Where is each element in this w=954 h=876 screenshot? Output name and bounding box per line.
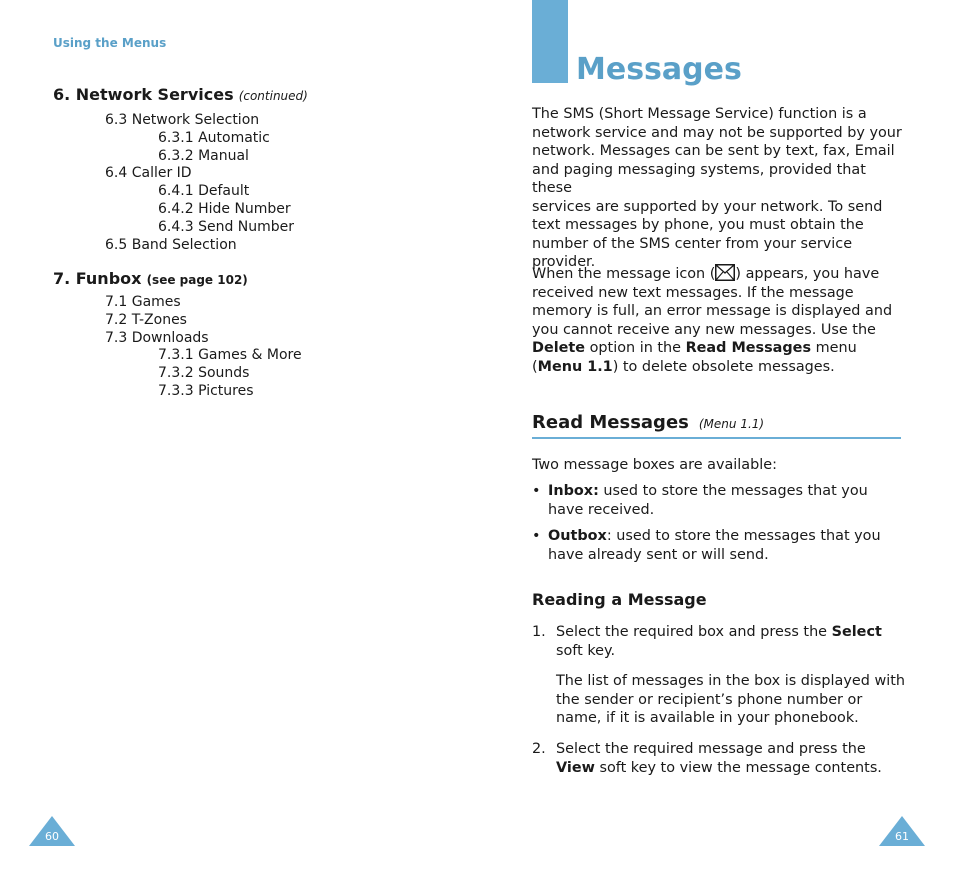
text-line: provider. <box>532 254 596 270</box>
inbox-term: Inbox: <box>548 483 599 499</box>
list-item: 6.4 Caller ID <box>105 165 192 182</box>
text-line: network. Messages can be sent by text, fax, Email <box>532 143 895 159</box>
list-item: 7.1 Games <box>105 294 181 310</box>
section-7-title: 7. Funbox <box>53 269 142 288</box>
bullet-dot: • <box>532 483 541 499</box>
message-icon-paragraph <box>532 264 904 376</box>
menu-reference: Menu 1.1 <box>537 358 613 375</box>
list-item: 7.3.1 Games & More <box>158 347 302 364</box>
section-6-menu-list <box>0 112 294 254</box>
text-span: soft key to view the message contents. <box>594 759 882 776</box>
list-item: 7.3.2 Sounds <box>158 365 250 382</box>
step-2 <box>532 740 904 777</box>
text-line: The SMS (Short Message Service) function is a <box>532 106 867 122</box>
page-number-left <box>29 816 75 850</box>
section-6-heading <box>53 85 308 104</box>
text-span: : used to store the messages that you <box>606 528 881 544</box>
title-accent-bar <box>532 0 568 83</box>
message-boxes-intro: Two message boxes are available: <box>532 457 777 473</box>
page-number-text: 61 <box>895 830 909 843</box>
text-line: memory is full, an error message is displayed and <box>532 303 893 319</box>
page-number-right <box>879 816 925 850</box>
text-span: soft key. <box>556 642 616 659</box>
list-item: 6.4.3 Send Number <box>158 218 295 235</box>
text-span: used to store the messages that you <box>598 483 868 499</box>
outbox-term: Outbox <box>548 528 607 544</box>
text-span: menu <box>811 340 857 356</box>
text-line <box>532 264 904 284</box>
read-messages-title: Read Messages <box>532 412 689 433</box>
text-line <box>532 358 904 377</box>
text-span: ) appears, you have <box>735 266 880 282</box>
read-messages-heading <box>532 412 901 439</box>
section-7-menu-list <box>0 294 302 401</box>
running-head: Using the Menus <box>53 36 167 50</box>
reading-a-message-heading: Reading a Message <box>532 590 707 609</box>
text-line: received new text messages. If the message <box>532 284 854 301</box>
section-7-heading <box>53 269 248 288</box>
text-line: you cannot receive any new messages. Use the <box>532 321 876 338</box>
view-key-label: View <box>556 759 595 776</box>
delete-option-label: Delete <box>532 340 586 356</box>
intro-paragraph <box>532 105 904 272</box>
text-span: Select the required message and press the <box>556 741 866 757</box>
text-line: The list of messages in the box is displayed with <box>556 673 905 689</box>
section-6-title: 6. Network Services <box>53 85 234 104</box>
section-7-note: (see page 102) <box>146 273 248 287</box>
step-1-detail <box>556 672 906 728</box>
text-span: When the message icon ( <box>532 266 716 282</box>
list-item: 6.4.2 Hide Number <box>158 200 291 217</box>
text-line: number of the SMS center from your service <box>532 235 853 252</box>
list-item: 7.2 T-Zones <box>105 311 187 328</box>
step-1 <box>532 623 904 660</box>
text-line: the sender or recipient’s phone number or <box>556 691 863 708</box>
section-6-note: (continued) <box>238 89 308 103</box>
text-span: ) to delete obsolete messages. <box>612 358 835 375</box>
text-span: Select the required box and press the <box>556 624 832 640</box>
bullet-outbox <box>532 527 904 564</box>
bullet-dot: • <box>532 528 541 544</box>
text-line: and paging messaging systems, provided that these <box>532 161 866 196</box>
list-item: 7.3 Downloads <box>105 329 209 346</box>
list-item: 6.3 Network Selection <box>105 112 260 128</box>
text-line <box>532 339 904 358</box>
step-text <box>556 740 904 777</box>
step-text <box>556 623 904 660</box>
list-item: 7.3.3 Pictures <box>158 382 254 399</box>
text-line: name, if it is available in your phonebook. <box>556 710 859 726</box>
page-title: Messages <box>576 52 742 87</box>
read-messages-label: Read Messages <box>685 340 812 356</box>
step-number: 1. <box>532 624 546 640</box>
list-item: 6.4.1 Default <box>158 183 250 200</box>
text-span: ( <box>532 358 538 375</box>
text-span: option in the <box>585 340 686 356</box>
bullet-inbox <box>532 482 904 519</box>
envelope-icon <box>715 264 735 281</box>
step-number: 2. <box>532 741 546 757</box>
list-item: 6.5 Band Selection <box>105 236 237 253</box>
read-messages-menu-note: (Menu 1.1) <box>698 417 765 431</box>
text-span: have received. <box>548 501 655 518</box>
bullet-text <box>548 527 904 564</box>
text-line: network service and may not be supported by your <box>532 124 902 141</box>
page-number-text: 60 <box>45 830 59 843</box>
text-line: text messages by phone, you must obtain the <box>532 217 864 233</box>
text-line: services are supported by your network. To send <box>532 198 883 215</box>
select-key-label: Select <box>831 624 882 640</box>
list-item: 6.3.1 Automatic <box>158 129 270 146</box>
bullet-text <box>548 482 904 519</box>
list-item: 6.3.2 Manual <box>158 147 249 164</box>
text-span: have already sent or will send. <box>548 546 769 563</box>
